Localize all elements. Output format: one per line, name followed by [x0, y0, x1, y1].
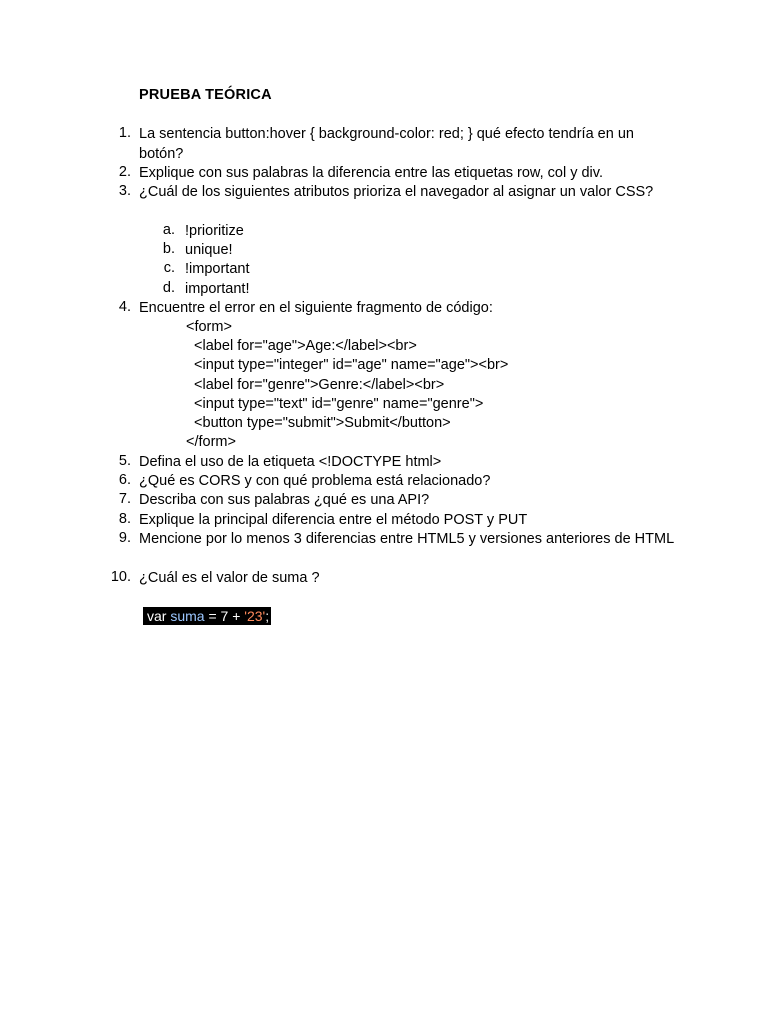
question-number: 3.	[118, 183, 131, 199]
question-text: La sentencia button:hover { background-color: red; } qué efecto tendría en un botón?	[139, 126, 634, 162]
question-text: Mencione por lo menos 3 diferencias entre HTML5 y versiones anteriores de HTML	[139, 531, 675, 547]
option-text: !prioritize	[185, 223, 244, 239]
question-number: 1.	[118, 125, 131, 141]
snippet-keyword: var	[147, 608, 167, 624]
question-text: ¿Cuál de los siguientes atributos prioriza el navegador al asignar un valor CSS?	[139, 184, 654, 200]
question-number: 6.	[118, 472, 131, 488]
snippet-end: ;	[265, 608, 270, 624]
code-line: <label for="genre">Genre:</label><br>	[186, 377, 445, 393]
page-title: PRUEBA TEÓRICA	[139, 87, 272, 103]
snippet-operator: = 7 +	[204, 608, 245, 624]
code-snippet	[143, 607, 271, 625]
snippet-string: '23'	[244, 608, 266, 624]
question-number: 4.	[118, 299, 131, 315]
code-line: <button type="submit">Submit</button>	[186, 415, 451, 431]
option-text: unique!	[185, 242, 233, 258]
code-line: <form>	[186, 319, 232, 335]
option-text: !important	[185, 261, 250, 277]
question-number: 2.	[118, 164, 131, 180]
question-text: ¿Cuál es el valor de suma ?	[139, 570, 320, 586]
question-text: ¿Qué es CORS y con qué problema está relacionado?	[139, 473, 491, 489]
code-line: <input type="integer" id="age" name="age"><br>	[186, 357, 509, 373]
question-number: 9.	[118, 530, 131, 546]
code-line: </form>	[186, 434, 236, 450]
code-line: <input type="text" id="genre" name="genre">	[186, 396, 484, 412]
question-text: Explique la principal diferencia entre el método POST y PUT	[139, 512, 528, 528]
question-number: 7.	[118, 491, 131, 507]
question-text: Explique con sus palabras la diferencia entre las etiquetas row, col y div.	[139, 165, 603, 181]
snippet-identifier: suma	[170, 608, 205, 624]
question-number: 10.	[110, 569, 131, 585]
option-letter: c.	[163, 260, 175, 276]
option-letter: b.	[162, 241, 175, 257]
question-text: Describa con sus palabras ¿qué es una API?	[139, 492, 430, 508]
question-text: Defina el uso de la etiqueta <!DOCTYPE html>	[139, 454, 442, 470]
question-text: Encuentre el error en el siguiente fragmento de código:	[139, 300, 493, 316]
question-number: 5.	[118, 453, 131, 469]
option-text: important!	[185, 281, 250, 297]
option-letter: a.	[162, 222, 175, 238]
option-letter: d.	[162, 280, 175, 296]
question-number: 8.	[118, 511, 131, 527]
code-line: <label for="age">Age:</label><br>	[186, 338, 417, 354]
